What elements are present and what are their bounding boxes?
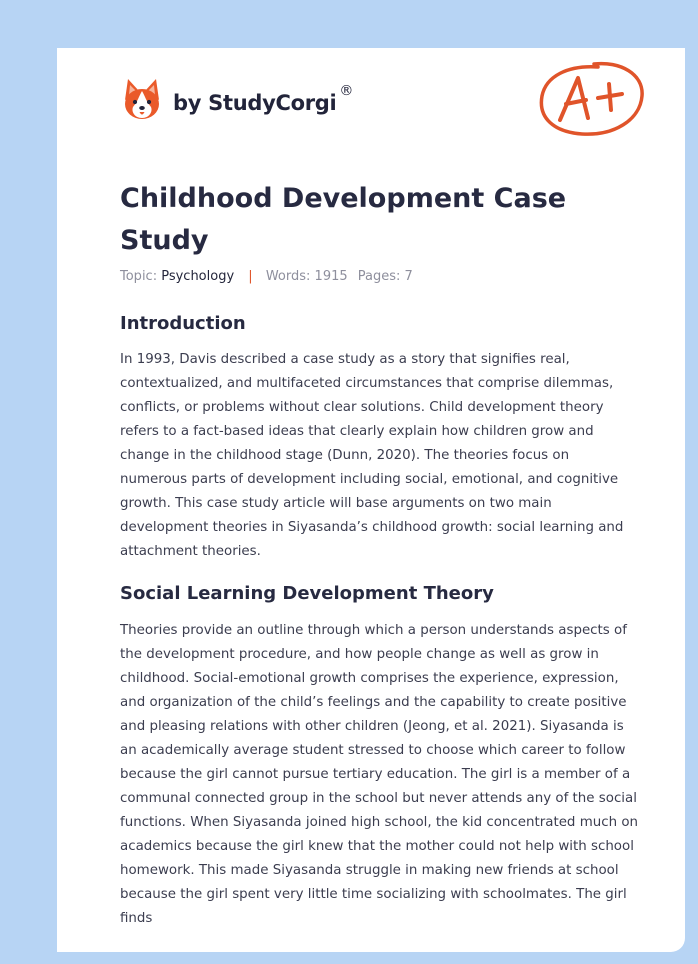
a-plus-grade-icon xyxy=(536,58,648,140)
document-page xyxy=(57,48,685,952)
section-heading-introduction: Introduction xyxy=(120,313,246,334)
document-meta xyxy=(120,269,413,284)
corgi-logo-icon xyxy=(121,76,163,122)
section-paragraph-introduction: In 1993, Davis described a case study as a story that signifies real, contextualized, and multifaceted circumstances that comprise dilemmas, conflicts, or problems without clear solutions. Child development theory refers to a fact-based ideas that clearly explain how children grow and change in the childhood stage (Dunn, 2020). The theories focus on numerous parts of development including social, emotional, and cognitive growth. This case study article will base arguments on two main development theories in Siyasanda’s childhood growth: social learning and attachment theories. xyxy=(120,352,624,559)
studycorgi-logo[interactable] xyxy=(121,74,353,124)
brand-name: by StudyCorgi xyxy=(173,91,337,115)
meta-separator: | xyxy=(248,269,253,284)
topic-value[interactable]: Psychology xyxy=(161,269,235,284)
topic-label: Topic: xyxy=(120,269,158,284)
document-title: Childhood Development Case Study xyxy=(120,183,567,256)
section-paragraph-social-learning: Theories provide an outline through which a person understands aspects of the development procedure, and how people change as well as grow in childhood. Social-emotional growth comprises the experience, expression, and organization of the child’s feelings and the capability to create positive and pleasing relations with other children (Jeong, et al. 2021). Siyasanda is an academically average student stressed to choose which career to follow because the girl cannot pursue tertiary education. The girl is a member of a communal connected group in the school but never attends any of the social functions. When Siyasanda joined high school, the kid concentrated much on academics because the girl knew that the mother could not help with school homework. This made Siyasanda struggle in making new friends at school because the girl spent very little time socializing with schoolmates. The girl finds xyxy=(120,623,639,926)
pages-label: Pages: xyxy=(357,269,401,284)
registered-mark: ® xyxy=(339,83,354,99)
words-label: Words: xyxy=(265,269,311,284)
pages-value: 7 xyxy=(404,269,413,284)
words-value: 1915 xyxy=(314,269,348,284)
section-heading-social-learning: Social Learning Development Theory xyxy=(120,583,494,604)
